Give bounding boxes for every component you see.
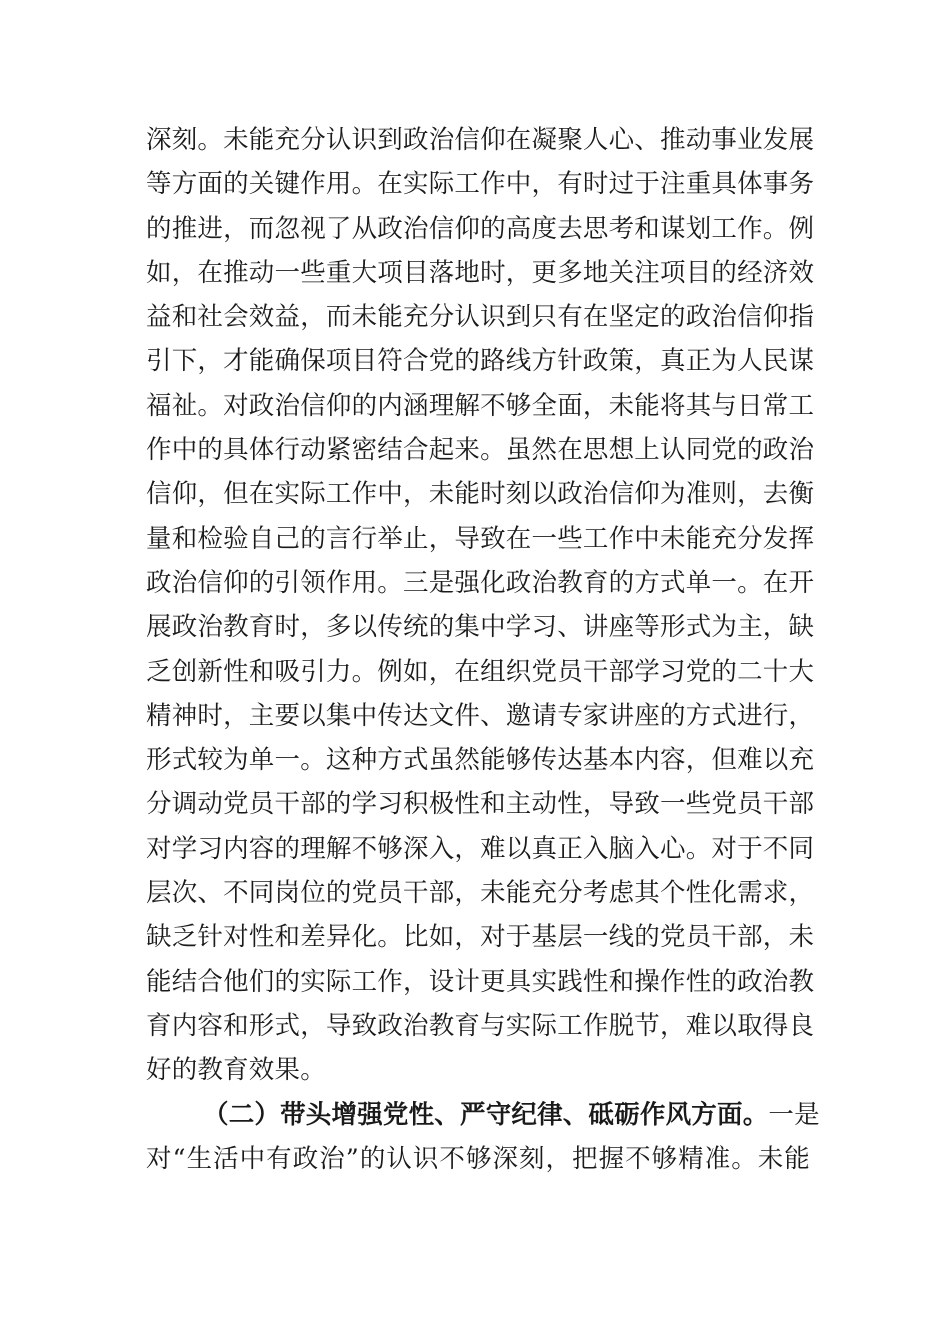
text-line: 对学习内容的理解不够深入，难以真正入脑入心。对于不同 — [146, 833, 815, 864]
text-line: 福祉。对政治信仰的内涵理解不够全面，未能将其与日常工 — [146, 390, 815, 421]
text-line: 引下，才能确保项目符合党的路线方针政策，真正为人民谋 — [146, 346, 815, 377]
text-line: 形式较为单一。这种方式虽然能够传达基本内容，但难以充 — [146, 745, 815, 776]
section-heading-line — [146, 1093, 820, 1137]
text-line: 能结合他们的实际工作，设计更具实践性和操作性的政治教 — [146, 966, 815, 997]
text-line: 量和检验自己的言行举止，导致在一些工作中未能充分发挥 — [146, 523, 815, 554]
text-line: 分调动党员干部的学习积极性和主动性，导致一些党员干部 — [146, 789, 815, 820]
text-line: 对“生活中有政治”的认识不够深刻，把握不够精准。未能 — [146, 1143, 810, 1174]
text-line: 缺乏针对性和差异化。比如，对于基层一线的党员干部，未 — [146, 922, 815, 953]
text-line: 层次、不同岗位的党员干部，未能充分考虑其个性化需求， — [146, 878, 815, 909]
text-line-rest: 一是 — [768, 1099, 820, 1130]
text-line: 的推进，而忽视了从政治信仰的高度去思考和谋划工作。例 — [146, 213, 815, 244]
text-line: 深刻。未能充分认识到政治信仰在凝聚人心、推动事业发展 — [146, 125, 815, 155]
text-line: 政治信仰的引领作用。三是强化政治教育的方式单一。在开 — [146, 567, 815, 598]
text-line: 展政治教育时，多以传统的集中学习、讲座等形式为主，缺 — [146, 612, 815, 643]
text-line: 乏创新性和吸引力。例如，在组织党员干部学习党的二十大 — [146, 656, 815, 687]
text-line: 好的教育效果。 — [146, 1055, 326, 1086]
text-line: 育内容和形式，导致政治教育与实际工作脱节，难以取得良 — [146, 1010, 815, 1041]
document-body — [146, 118, 820, 1181]
text-line: 信仰，但在实际工作中，未能时刻以政治信仰为准则，去衡 — [146, 479, 815, 510]
text-line: 益和社会效益，而未能充分认识到只有在坚定的政治信仰指 — [146, 302, 815, 333]
text-line: 等方面的关键作用。在实际工作中，有时过于注重具体事务 — [146, 169, 815, 200]
text-line: 精神时，主要以集中传达文件、邀请专家讲座的方式进行， — [146, 700, 815, 731]
text-line: 如，在推动一些重大项目落地时，更多地关注项目的经济效 — [146, 257, 815, 288]
section-heading: （二）带头增强党性、严守纪律、砥砺作风方面。 — [203, 1099, 769, 1130]
text-line: 作中的具体行动紧密结合起来。虽然在思想上认同党的政治 — [146, 435, 815, 466]
